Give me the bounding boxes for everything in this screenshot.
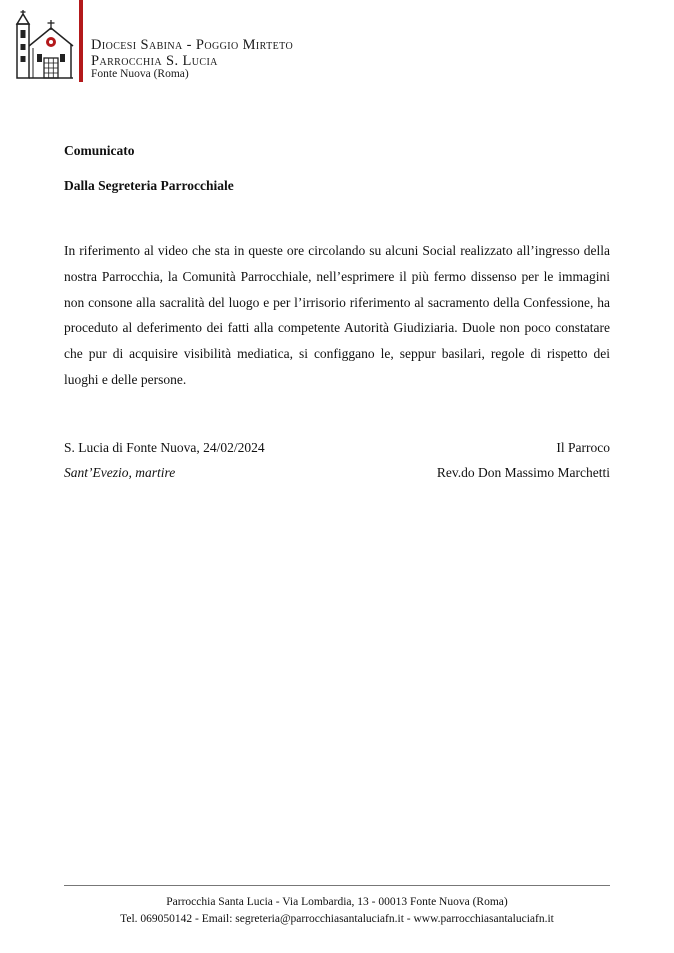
footer-divider (64, 885, 610, 886)
place-date: S. Lucia di Fonte Nuova, 24/02/2024 (64, 440, 265, 455)
saint-of-day: Sant’Evezio, martire (64, 465, 176, 480)
header-accent-bar (79, 0, 83, 82)
document-sender: Dalla Segreteria Parrocchiale (64, 178, 234, 193)
footer-contacts: Tel. 069050142 - Email: segreteria@parrocchiasantaluciafn.it - www.parrocchiasantaluciafn.it (120, 913, 554, 925)
parish-name: Parrocchia S. Lucia (91, 52, 218, 69)
parish-church-logo (13, 10, 75, 80)
signer-role: Il Parroco (556, 440, 610, 455)
communique-body: In riferimento al video che sta in queste ore circolando su alcuni Social realizzato all’ingresso della nostra Parrocchia, la Comunità Parrocchiale, nell’esprimere il più fermo dissenso per le immagini non consone alla sacralità del luogo e per l’irrisorio riferimento al sacramento della Confessione, ha proceduto al deferimento dei fatti alla competente Autorità Giudiziaria. Duole non poco constatare che pur di acquisire visibilità mediatica, si configgano le, seppur basilari, regole di rispetto dei luoghi e delle persone. (64, 243, 610, 387)
document-title: Comunicato (64, 143, 135, 158)
letterhead (91, 38, 293, 81)
parish-location: Fonte Nuova (Roma) (91, 68, 189, 80)
signer-name: Rev.do Don Massimo Marchetti (436, 465, 610, 480)
diocese-name: Diocesi Sabina - Poggio Mirteto (91, 37, 294, 53)
footer-address: Parrocchia Santa Lucia - Via Lombardia, 13 - 00013 Fonte Nuova (Roma) (166, 896, 508, 908)
